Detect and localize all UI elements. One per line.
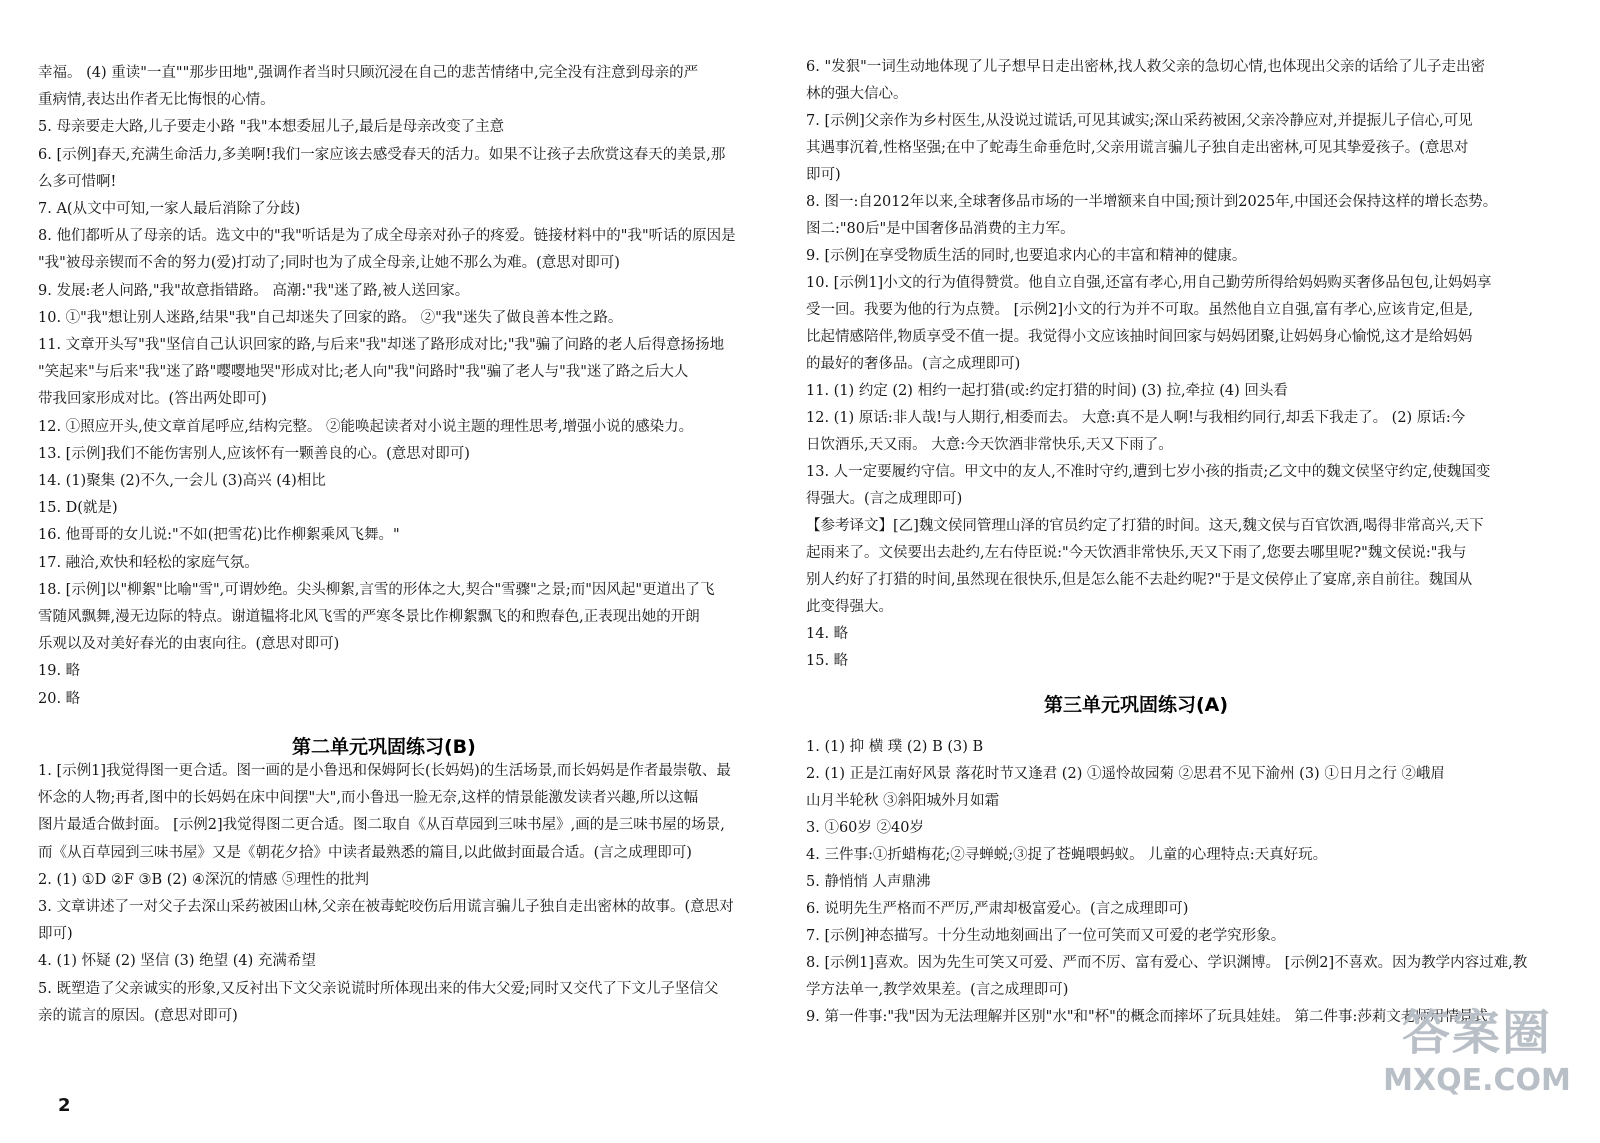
answer-line: 1. [示例1]我觉得图一更合适。图一画的是小鲁迅和保姆阿长(长妈妈)的生活场景,而长妈妈是作者最崇敬、最 — [38, 763, 731, 779]
watermark-site: MXQE.COM — [1383, 1063, 1571, 1098]
answer-line: 山月半轮秋 ③斜阳城外月如霜 — [806, 793, 1000, 809]
answer-line: 7. [示例]神态描写。十分生动地刻画出了一位可笑而又可爱的老学究形象。 — [806, 928, 1286, 944]
answer-line: 幸福。 (4) 重读"一直""那步田地",强调作者当时只顾沉浸在自己的悲苦情绪中,完全没有注意到母亲的严 — [38, 65, 699, 81]
answer-line: 么多可惜啊! — [38, 173, 117, 190]
answer-line: 1. (1) 抑 横 璞 (2) B (3) B — [806, 739, 984, 755]
answer-line: 6. "发狠"一词生动地体现了儿子想早日走出密林,找人救父亲的急切心情,也体现出父亲的话给了儿子走出密 — [806, 59, 1485, 75]
answer-line: 亲的谎言的原因。(意思对即可) — [38, 1007, 238, 1024]
answer-line: 19. 略 — [38, 663, 81, 680]
answer-line: 10. [示例1]小文的行为值得赞赏。他自立自强,还富有孝心,用自己勤劳所得给妈妈购买奢侈品包包,让妈妈享 — [806, 275, 1492, 291]
answer-line: 15. D(就是) — [38, 500, 118, 517]
page-number: 2 — [58, 1095, 71, 1116]
answer-line: 17. 融洽,欢快和轻松的家庭气氛。 — [38, 554, 259, 571]
answer-line: 13. 人一定要履约守信。甲文中的友人,不准时守约,遭到七岁小孩的指责;乙文中的魏文侯坚守约定,使魏国变 — [806, 464, 1491, 480]
answer-line: 【参考译文】[乙]魏文侯同管理山泽的官员约定了打猎的时间。这天,魏文侯与百官饮酒,喝得非常高兴,天下 — [806, 518, 1484, 534]
section-heading: 第三单元巩固练习(A) — [1044, 694, 1229, 716]
answer-line: 7. A(从文中可知,一家人最后消除了分歧) — [38, 201, 301, 217]
answer-line: 2. (1) 正是江南好风景 落花时节又逢君 (2) ①遥怜故园菊 ②思君不见下渝州 (3) ①日月之行 ②峨眉 — [806, 766, 1445, 782]
answer-line: 5. 母亲要走大路,儿子要走小路 "我"本想委屈儿子,最后是母亲改变了主意 — [38, 119, 505, 136]
answer-line: 雪随风飘舞,漫无边际的特点。谢道韫将北风飞雪的严寒冬景比作柳絮飘飞的和煦春色,正表现出她的开朗 — [38, 609, 700, 625]
answer-line: 6. 说明先生严格而不严厉,严肃却极富爱心。(言之成理即可) — [806, 901, 1189, 917]
watermark-chars: 答案圈 — [1401, 1005, 1552, 1061]
answer-line: 5. 静悄悄 人声鼎沸 — [806, 874, 931, 890]
answer-line: 起雨来了。文侯要出去赴约,左右侍臣说:"今天饮酒非常快乐,天又下雨了,您要去哪里呢?"魏文侯说:"我与 — [806, 545, 1467, 561]
answer-line: 重病情,表达出作者无比悔恨的心情。 — [38, 92, 275, 109]
answer-line: 9. 发展:老人问路,"我"故意指错路。 高潮:"我"迷了路,被人送回家。 — [38, 282, 470, 299]
answer-line: 怀念的人物;再者,图中的长妈妈在床中间摆"大",而小鲁迅一脸无奈,这样的情景能激发读者兴趣,所以这幅 — [38, 790, 699, 807]
watermark-logo — [1372, 1005, 1582, 1135]
answer-line: 2. (1) ①D ②F ③B (2) ④深沉的情感 ⑤理性的批判 — [38, 871, 370, 888]
answer-line: 而《从百草园到三味书屋》又是《朝花夕拾》中读者最熟悉的篇目,以此做封面最合适。(言之成理即可) — [38, 844, 692, 861]
answer-line: 其遇事沉着,性格坚强;在中了蛇毒生命垂危时,父亲用谎言骗儿子独自走出密林,可见其挚爱孩子。(意思对 — [806, 140, 1469, 156]
answer-line: 学方法单一,教学效果差。(言之成理即可) — [806, 982, 1069, 998]
answer-line: 8. [示例1]喜欢。因为先生可笑又可爱、严而不厉、富有爱心、学识渊博。 [示例2]不喜欢。因为教学内容过难,教 — [806, 955, 1528, 971]
answer-line: 乐观以及对美好春光的由衷向往。(意思对即可) — [38, 636, 340, 653]
answer-line: 8. 他们都听从了母亲的话。选文中的"我"听话是为了成全母亲对孙子的疼爱。链接材料中的"我"听话的原因是 — [38, 228, 736, 245]
answer-line: "我"被母亲锲而不舍的努力(爱)打动了;同时也为了成全母亲,让她不那么为难。(意思对即可) — [38, 255, 620, 272]
answer-line: 11. (1) 约定 (2) 相约一起打猎(或:约定打猎的时间) (3) 拉,牵拉 (4) 回头看 — [806, 383, 1288, 399]
answer-line: 18. [示例]以"柳絮"比喻"雪",可谓妙绝。尖头柳絮,言雪的形体之大,契合"雪骤"之景;而"因风起"更道出了飞 — [38, 581, 715, 598]
answer-line: 图二:"80后"是中国奢侈品消费的主力军。 — [806, 221, 1075, 237]
answer-line: 9. [示例]在享受物质生活的同时,也要追求内心的丰富和精神的健康。 — [806, 248, 1247, 264]
answer-line: 20. 略 — [38, 690, 81, 707]
answer-line: 15. 略 — [806, 653, 849, 669]
answer-line: 12. (1) 原话:非人哉!与人期行,相委而去。 大意:真不是人啊!与我相约同行,却丢下我走了。 (2) 原话:今 — [806, 410, 1466, 426]
answer-line: 11. 文章开头写"我"坚信自己认识回家的路,与后来"我"却迷了路形成对比;"我"骗了问路的老人后得意扬扬地 — [38, 337, 725, 353]
answer-line: 日饮酒乐,天又雨。 大意:今天饮酒非常快乐,天又下雨了。 — [806, 437, 1173, 453]
section-heading: 第二单元巩固练习(B) — [292, 736, 476, 758]
answer-line: 4. 三件事:①折蜡梅花;②寻蝉蜕;③捉了苍蝇喂蚂蚁。 儿童的心理特点:天真好玩。 — [806, 847, 1328, 863]
answer-line: 4. (1) 怀疑 (2) 坚信 (3) 绝望 (4) 充满希望 — [38, 953, 316, 970]
answer-line: 12. ①照应开头,使文章首尾呼应,结构完整。 ②能唤起读者对小说主题的理性思考,增强小说的感染力。 — [38, 418, 694, 435]
answer-line: 林的强大信心。 — [806, 86, 908, 102]
answer-line: 14. (1)聚集 (2)不久,一会儿 (3)高兴 (4)相比 — [38, 473, 326, 489]
answer-line: 8. 图一:自2012年以来,全球奢侈品市场的一半增额来自中国;预计到2025年,中国还会保持这样的增长态势。 — [806, 194, 1498, 210]
answer-line: 比起情感陪伴,物质享受不值一提。我觉得小文应该抽时间回家与妈妈团聚,让妈妈身心愉悦,这才是给妈妈 — [806, 329, 1473, 345]
answer-line: 7. [示例]父亲作为乡村医生,从没说过谎话,可见其诚实;深山采药被困,父亲冷静应对,并提振儿子信心,可见 — [806, 113, 1473, 129]
answer-line: 3. ①60岁 ②40岁 — [806, 820, 924, 836]
answer-line: "笑起来"与后来"我"迷了路"嘤嘤地哭"形成对比;老人向"我"问路时"我"骗了老人与"我"迷了路之后大人 — [38, 364, 689, 381]
answer-line: 9. 第一件事:"我"因为无法理解并区别"水"和"杯"的概念而摔坏了玩具娃娃。 第二件事:莎莉文老师用情景式 — [806, 1009, 1488, 1025]
answer-line: 带我回家形成对比。(答出两处即可) — [38, 391, 267, 408]
answer-line: 图片最适合做封面。 [示例2]我觉得图二更合适。图二取自《从百草园到三味书屋》,画的是三味书屋的场景, — [38, 817, 725, 834]
answer-line: 别人约好了打猎的时间,虽然现在很快乐,但是怎么能不去赴约呢?"于是文侯停止了宴席,亲自前往。魏国从 — [806, 572, 1473, 588]
answer-line: 即可) — [38, 926, 73, 943]
answer-line: 16. 他哥哥的女儿说:"不如(把雪花)比作柳絮乘风飞舞。" — [38, 527, 400, 544]
answer-line: 13. [示例]我们不能伤害别人,应该怀有一颗善良的心。(意思对即可) — [38, 445, 470, 462]
answer-line: 此变得强大。 — [806, 599, 893, 615]
answer-line: 得强大。(言之成理即可) — [806, 491, 963, 507]
answer-line: 14. 略 — [806, 626, 849, 642]
answer-line: 即可) — [806, 167, 841, 183]
answer-line: 5. 既塑造了父亲诚实的形象,又反衬出下文父亲说谎时所体现出来的伟大父爱;同时又交代了下文儿子坚信父 — [38, 980, 719, 997]
answer-line: 3. 文章讲述了一对父子去深山采药被困山林,父亲在被毒蛇咬伤后用谎言骗儿子独自走出密林的故事。(意思对 — [38, 899, 734, 915]
answer-line: 的最好的奢侈品。(言之成理即可) — [806, 356, 1021, 372]
answer-line: 6. [示例]春天,充满生命活力,多美啊!我们一家应该去感受春天的活力。如果不让孩子去欣赏这春天的美景,那 — [38, 146, 726, 163]
answer-line: 10. ①"我"想让别人迷路,结果"我"自己却迷失了回家的路。 ②"我"迷失了做良善本性之路。 — [38, 309, 623, 326]
answer-line: 受一回。我要为他的行为点赞。 [示例2]小文的行为并不可取。虽然他自立自强,富有孝心,应该肯定,但是, — [806, 302, 1474, 318]
